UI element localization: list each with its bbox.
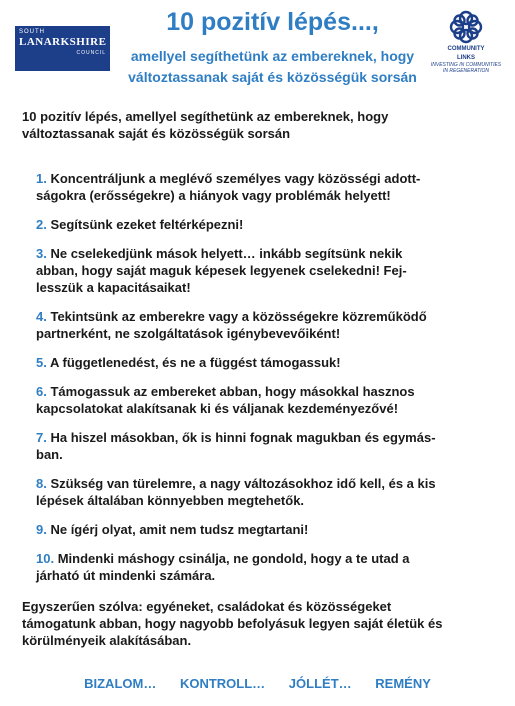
page-subtitle (110, 46, 435, 88)
step-line (36, 475, 496, 492)
step-item (36, 308, 496, 342)
step-item (36, 383, 496, 417)
step-line (36, 262, 496, 279)
step-item (36, 354, 496, 371)
intro-text (22, 108, 497, 142)
step-number: 4. (36, 309, 47, 324)
step-line (36, 550, 496, 567)
footer-word: JÓLLÉT… (288, 676, 352, 691)
subtitle-line: amellyel segíthetünk az embereknek, hogy (130, 48, 415, 64)
step-line (36, 521, 496, 538)
step-line (36, 354, 496, 371)
page-title: 10 pozitív lépés..., (166, 8, 379, 36)
step-line (36, 429, 496, 446)
step-text: Támogassuk az embereket abban, hogy másokkal hasznos (50, 384, 415, 399)
step-text: járható út mindenki számára. (36, 568, 216, 583)
step-line (36, 325, 496, 342)
step-text: lépések általában könnyebben megtehetők. (36, 493, 305, 508)
logo-right-line1: COMMUNITY (447, 46, 485, 52)
step-line (36, 446, 496, 463)
step-number: 6. (36, 384, 47, 399)
step-number: 9. (36, 522, 47, 537)
step-item (36, 521, 496, 538)
step-item (36, 429, 496, 463)
step-line (36, 279, 496, 296)
step-text: ban. (36, 447, 63, 462)
step-number: 5. (36, 355, 47, 370)
steps-list (36, 170, 496, 584)
step-line (36, 245, 496, 262)
step-line (36, 400, 496, 417)
step-item (36, 475, 496, 509)
summary-text (22, 598, 497, 649)
intro-line: változtassanak saját és közösségük sorsán (22, 126, 291, 141)
step-text: A függetlenedést, és ne a függést támogassuk! (49, 355, 341, 370)
step-line (36, 187, 496, 204)
step-line (36, 567, 496, 584)
footer-word: KONTROLL… (179, 676, 266, 691)
logo-right-line2: LINKS (457, 55, 475, 61)
step-item (36, 170, 496, 204)
footer-keywords (0, 676, 515, 691)
community-links-logo (430, 10, 502, 74)
logo-left-line3: COUNCIL (76, 50, 106, 56)
step-text: Mindenki máshogy csinálja, ne gondold, hogy a te utad a (57, 551, 410, 566)
step-number: 7. (36, 430, 47, 445)
step-line (36, 492, 496, 509)
south-lanarkshire-logo (15, 26, 110, 71)
knot-icon (449, 10, 483, 44)
logo-left-line1: SOUTH (19, 29, 45, 35)
step-line (36, 383, 496, 400)
step-text: abban, hogy saját maguk képesek legyenek cselekedni! Fej- (36, 263, 407, 278)
step-text: partnerként, ne szolgáltatások igénybevevőiként! (36, 326, 341, 341)
summary-line: Egyszerűen szólva: egyéneket, családokat és közösségeket (22, 599, 392, 614)
subtitle-line: változtassanak saját és közösségük sorsán (128, 69, 417, 85)
step-text: Szükség van türelemre, a nagy változásokhoz idő kell, és a kis (50, 476, 436, 491)
step-item (36, 550, 496, 584)
step-number: 3. (36, 246, 47, 261)
step-number: 8. (36, 476, 47, 491)
step-line (36, 170, 496, 187)
logo-left-line2: LANARKSHIRE (19, 36, 107, 48)
step-line (36, 216, 496, 233)
step-text: Koncentráljunk a meglévő személyes vagy közösségi adott- (50, 171, 421, 186)
step-number: 2. (36, 217, 47, 232)
step-number: 10. (36, 551, 55, 566)
step-item (36, 216, 496, 233)
summary-line: támogatunk abban, hogy nagyobb befolyásuk legyen saját életük és (22, 616, 443, 631)
step-number: 1. (36, 171, 47, 186)
intro-line: 10 pozitív lépés, amellyel segíthetünk az embereknek, hogy (22, 109, 389, 124)
step-text: kapcsolatokat alakítsanak ki és váljanak kezdeményezővé! (36, 401, 399, 416)
step-text: ságokra (erősségekre) a hiányok vagy problémák helyett! (36, 188, 391, 203)
step-item (36, 245, 496, 296)
footer-word: BIZALOM… (84, 676, 157, 691)
step-text: Ne ígérj olyat, amit nem tudsz megtartani! (50, 522, 309, 537)
footer-word: REMÉNY (375, 676, 431, 691)
logo-right-tagline: INVESTING IN COMMUNITIES IN REGENERATION (430, 62, 502, 74)
step-line (36, 308, 496, 325)
step-text: Segítsünk ezeket feltérképezni! (50, 217, 244, 232)
step-text: Tekintsünk az emberekre vagy a közösségekre közreműködő (50, 309, 427, 324)
step-text: lesszük a kapacitásaikat! (36, 280, 191, 295)
summary-line: körülményeik alakításában. (22, 633, 192, 648)
step-text: Ne cselekedjünk mások helyett… inkább segítsünk nekik (50, 246, 403, 261)
step-text: Ha hiszel másokban, ők is hinni fognak magukban és egymás- (50, 430, 436, 445)
